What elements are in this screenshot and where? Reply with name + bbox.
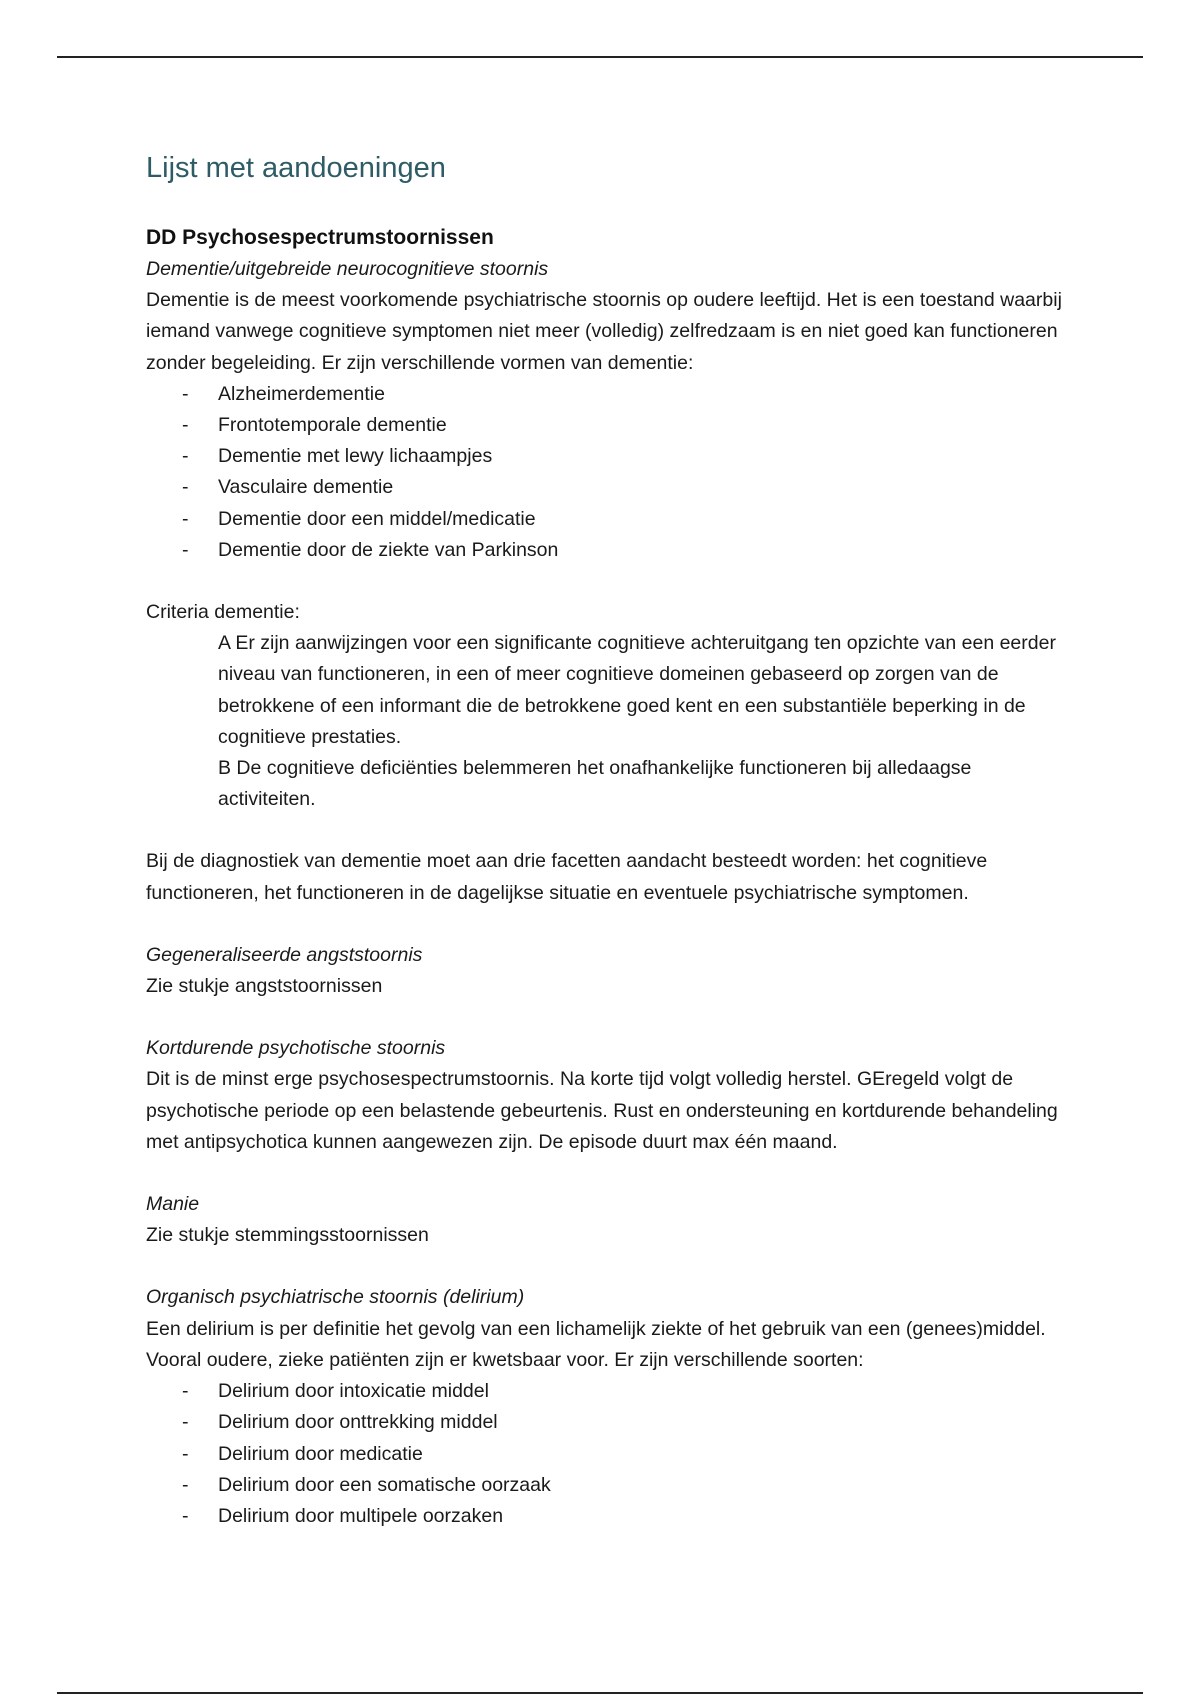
section-heading: DD Psychosespectrumstoornissen bbox=[146, 226, 494, 249]
criterion-b: B De cognitieve deficiënties belemmeren het onafhankelijke functioneren bij alledaagse activiteiten. bbox=[218, 757, 972, 811]
list-item: - Delirium door een somatische oorzaak bbox=[146, 1470, 1066, 1501]
delirium-text: Een delirium is per definitie het gevolg van een lichamelijk ziekte of het gebruik van een (genees)middel. Vooral oudere, zieke patiënten zijn er kwetsbaar voor. Er zijn verschillende soorten: bbox=[146, 1317, 1046, 1371]
list-item: - Alzheimerdementie bbox=[146, 379, 1066, 410]
dash-bullet: - bbox=[182, 507, 189, 530]
dash-bullet: - bbox=[182, 476, 189, 499]
criteria-label: Criteria dementie: bbox=[146, 601, 300, 624]
list-item: - Dementie door de ziekte van Parkinson bbox=[146, 535, 1066, 566]
subheading-angst: Gegeneraliseerde angststoornis bbox=[146, 943, 423, 966]
subheading-delirium: Organisch psychiatrische stoornis (delirium) bbox=[146, 1286, 525, 1309]
dementie-intro: Dementie is de meest voorkomende psychiatrische stoornis op oudere leeftijd. Het is een toestand waarbij iemand vanwege cognitieve symptomen niet meer (volledig) zelfredzaam is en niet goed kan functioneren zonder begeleiding. Er zijn verschillende vormen van dementie: bbox=[146, 289, 1062, 374]
kortdurend-text: Dit is de minst erge psychosespectrumstoornis. Na korte tijd volgt volledig herstel. GEregeld volgt de psychotische periode op een belastende gebeurtenis. Rust en ondersteuning en kortdurende behandeling met antipsychotica kunnen aangewezen zijn. De episode duurt max één maand. bbox=[146, 1068, 1058, 1153]
dash-bullet: - bbox=[182, 1380, 189, 1403]
dash-bullet: - bbox=[182, 1473, 189, 1496]
manie-text: Zie stukje stemmingsstoornissen bbox=[146, 1224, 429, 1247]
spacer bbox=[146, 1002, 1066, 1033]
spacer bbox=[146, 566, 1066, 597]
list-item: - Frontotemporale dementie bbox=[146, 410, 1066, 441]
dash-bullet: - bbox=[182, 445, 189, 468]
document-body bbox=[146, 142, 1066, 1532]
list-item: - Delirium door medicatie bbox=[146, 1439, 1066, 1470]
dementie-diagnostics: Bij de diagnostiek van dementie moet aan drie facetten aandacht besteedt worden: het cognitieve functioneren, het functioneren in de dagelijkse situatie en eventuele psychiatrische symptomen. bbox=[146, 850, 988, 904]
spacer bbox=[146, 1158, 1066, 1189]
list-item: - Delirium door onttrekking middel bbox=[146, 1407, 1066, 1438]
spacer bbox=[146, 815, 1066, 846]
list-item: - Delirium door intoxicatie middel bbox=[146, 1376, 1066, 1407]
list-item: - Delirium door multipele oorzaken bbox=[146, 1501, 1066, 1532]
list-item: - Dementie door een middel/medicatie bbox=[146, 504, 1066, 535]
criterion-a: A Er zijn aanwijzingen voor een significante cognitieve achteruitgang ten opzichte van een eerder niveau van functioneren, in een of meer cognitieve domeinen gebaseerd op zorgen van de betrokkene of een informant die de betrokkene goed kent en een substantiële beperking in de cognitieve prestaties. bbox=[218, 632, 1056, 748]
delirium-types-list bbox=[146, 1376, 1066, 1532]
dash-bullet: - bbox=[182, 1442, 189, 1465]
dash-bullet: - bbox=[182, 1504, 189, 1527]
page-title: Lijst met aandoeningen bbox=[146, 152, 446, 184]
dash-bullet: - bbox=[182, 382, 189, 405]
angst-text: Zie stukje angststoornissen bbox=[146, 975, 383, 998]
dementie-forms-list bbox=[146, 379, 1066, 566]
dash-bullet: - bbox=[182, 414, 189, 437]
list-item: - Dementie met lewy lichaampjes bbox=[146, 441, 1066, 472]
dash-bullet: - bbox=[182, 538, 189, 561]
subheading-kortdurend: Kortdurende psychotische stoornis bbox=[146, 1037, 446, 1060]
header-rule bbox=[57, 56, 1143, 58]
spacer bbox=[146, 1251, 1066, 1282]
subheading-dementie: Dementie/uitgebreide neurocognitieve stoornis bbox=[146, 258, 549, 280]
footer-rule bbox=[57, 1692, 1143, 1694]
list-item: - Vasculaire dementie bbox=[146, 472, 1066, 503]
dash-bullet: - bbox=[182, 1411, 189, 1434]
subheading-manie: Manie bbox=[146, 1193, 200, 1216]
spacer bbox=[146, 909, 1066, 940]
